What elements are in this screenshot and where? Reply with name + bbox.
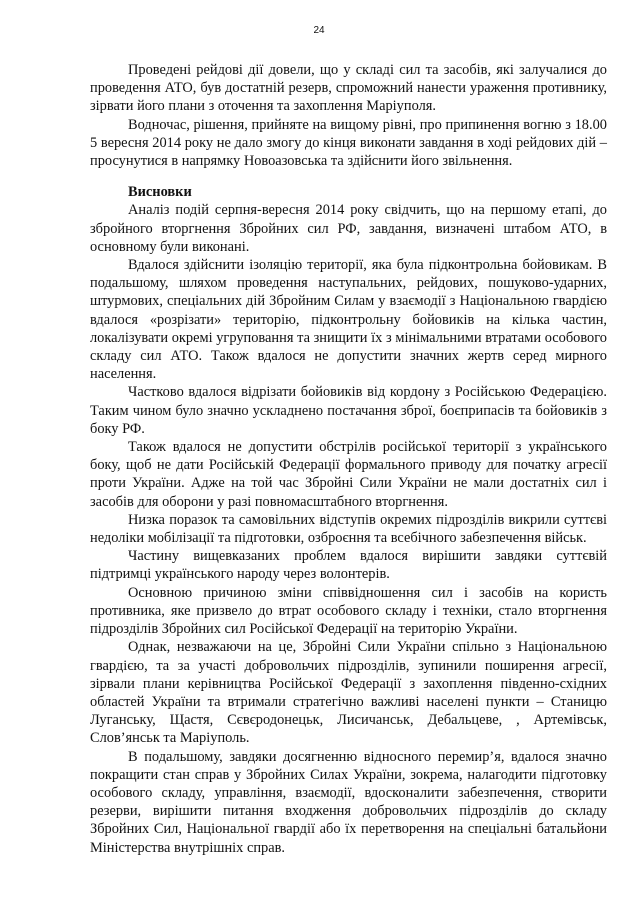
paragraph-conclusion-8: Однак, незважаючи на це, Збройні Сили України спільно з Національною гвардією, та за участі добровольчих підрозділів, зупинили поширення агресії, зірвали плани керівництва Російської Федерації з захоплення південно-східних областей України та втримали стратегічно важливі населені пункти – Станицю Луганську, Щастя, Сєвєродонецьк, Лисичанськ, Дебальцеве, , Артемівськ, Слов’янськ та Маріуполь. <box>90 639 607 747</box>
paragraph-conclusion-4: Також вдалося не допустити обстрілів російської території з українського боку, щоб не дати Російській Федерації формального приводу для початку агресії проти України. Адже на той час Збройні Сили України не мали достатніх сил і засобів для оборони у разі повномасштабного вторгнення. <box>90 439 607 510</box>
section-heading-conclusions: Висновки <box>128 184 192 201</box>
paragraph-conclusion-9: В подальшому, завдяки досягненню відносного перемир’я, вдалося значно покращити стан справ у Збройних Силах України, зокрема, налагодити підготовку особового складу, управління, взаємодії, вдосконалити забезпечення, створити резерви, вирішити питання входження добровольчих підрозділів до складу Збройних Сил, Національної гвардії або їх перетворення на спеціальні батальйони Міністерства внутрішніх справ. <box>90 748 607 856</box>
paragraph-ceasefire-decision: Водночас, рішення, прийняте на вищому рівні, про припинення вогню з 18.00 5 вересня 2014 року не дало змогу до кінця виконати завдання в ході рейдових дій – просунутися в напрямку Новоазовська та здійснити його звільнення. <box>90 116 607 170</box>
paragraph-conclusion-5: Низка поразок та самовільних відступів окремих підрозділів викрили суттєві недоліки мобілізації та підготовки, озброєння та всебічного забезпечення військ. <box>90 511 607 547</box>
paragraph-conclusion-3: Частково вдалося відрізати бойовиків від кордону з Російською Федерацією. Таким чином було значно ускладнено постачання зброї, боєприпасів та бойовиків з боку РФ. <box>90 384 607 437</box>
page-number: 24 <box>313 25 325 36</box>
page-content <box>90 61 607 857</box>
paragraph-conclusion-2: Вдалося здійснити ізоляцію території, яка була підконтрольна бойовикам. В подальшому, шляхом проведення наступальних, рейдових, пошуково-ударних, штурмових, спеціальних дій Збройним Силам у взаємодії з Національною гвардією вдалося «розрізати» територію, підконтрольну бойовиків на кілька частин, локалізувати окремі угруповання та знищити їх з мінімальними втратами особового складу сил АТО. Також вдалося не допустити значних жертв серед мирного населення. <box>90 257 607 383</box>
paragraph-conclusion-1: Аналіз подій серпня-вересня 2014 року свідчить, що на першому етапі, до збройного вторгнення Збройних сил РФ, завдання, визначені штабом АТО, в основному були виконані. <box>90 202 607 255</box>
paragraph-raid-results: Проведені рейдові дії довели, що у складі сил та засобів, які залучалися до проведення АТО, був достатній резерв, спроможний нанести ураження противнику, зірвати його плани з оточення та захоплення Маріуполя. <box>90 62 607 115</box>
paragraph-conclusion-7: Основною причиною зміни співвідношення сил і засобів на користь противника, яке призвело до втрат особового складу і техніки, стало вторгнення підрозділів Збройних сил Російської Федерації на територію України. <box>90 584 607 638</box>
paragraph-conclusion-6: Частину вищевказаних проблем вдалося вирішити завдяки суттєвій підтримці українського народу через волонтерів. <box>90 548 607 583</box>
